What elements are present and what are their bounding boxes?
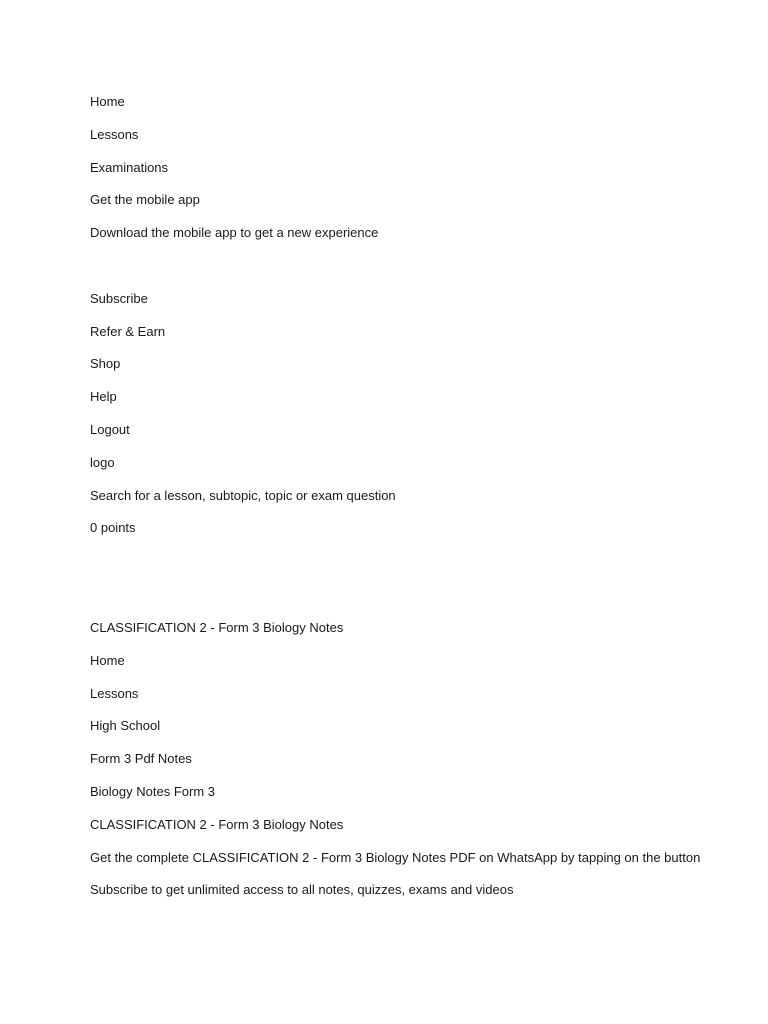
whatsapp-cta-text: Get the complete CLASSIFICATION 2 - Form 3 Biology Notes PDF on WhatsApp by tapping on the button bbox=[90, 850, 701, 865]
breadcrumb-form3-pdf-notes[interactable]: Form 3 Pdf Notes bbox=[90, 751, 192, 766]
subscribe-cta-text: Subscribe to get unlimited access to all notes, quizzes, exams and videos bbox=[90, 882, 514, 897]
shop-link[interactable]: Shop bbox=[90, 356, 121, 371]
download-app-text: Download the mobile app to get a new experience bbox=[90, 225, 379, 240]
get-mobile-app-link[interactable]: Get the mobile app bbox=[90, 192, 200, 207]
nav-lessons-link[interactable]: Lessons bbox=[90, 127, 139, 142]
breadcrumb-home[interactable]: Home bbox=[90, 653, 125, 668]
nav-home-link[interactable]: Home bbox=[90, 94, 125, 109]
logout-link[interactable]: Logout bbox=[90, 422, 130, 437]
help-link[interactable]: Help bbox=[90, 389, 117, 404]
search-input[interactable]: Search for a lesson, subtopic, topic or exam question bbox=[90, 488, 396, 503]
breadcrumb-lessons[interactable]: Lessons bbox=[90, 686, 139, 701]
logo[interactable]: logo bbox=[90, 455, 115, 470]
nav-examinations-link[interactable]: Examinations bbox=[90, 160, 169, 175]
refer-earn-link[interactable]: Refer & Earn bbox=[90, 324, 166, 339]
page-title: CLASSIFICATION 2 - Form 3 Biology Notes bbox=[90, 620, 344, 635]
subscribe-link[interactable]: Subscribe bbox=[90, 291, 148, 306]
breadcrumb-current: CLASSIFICATION 2 - Form 3 Biology Notes bbox=[90, 817, 344, 832]
breadcrumb-biology-notes-form3[interactable]: Biology Notes Form 3 bbox=[90, 784, 215, 799]
points-counter: 0 points bbox=[90, 520, 136, 535]
breadcrumb-high-school[interactable]: High School bbox=[90, 718, 161, 733]
